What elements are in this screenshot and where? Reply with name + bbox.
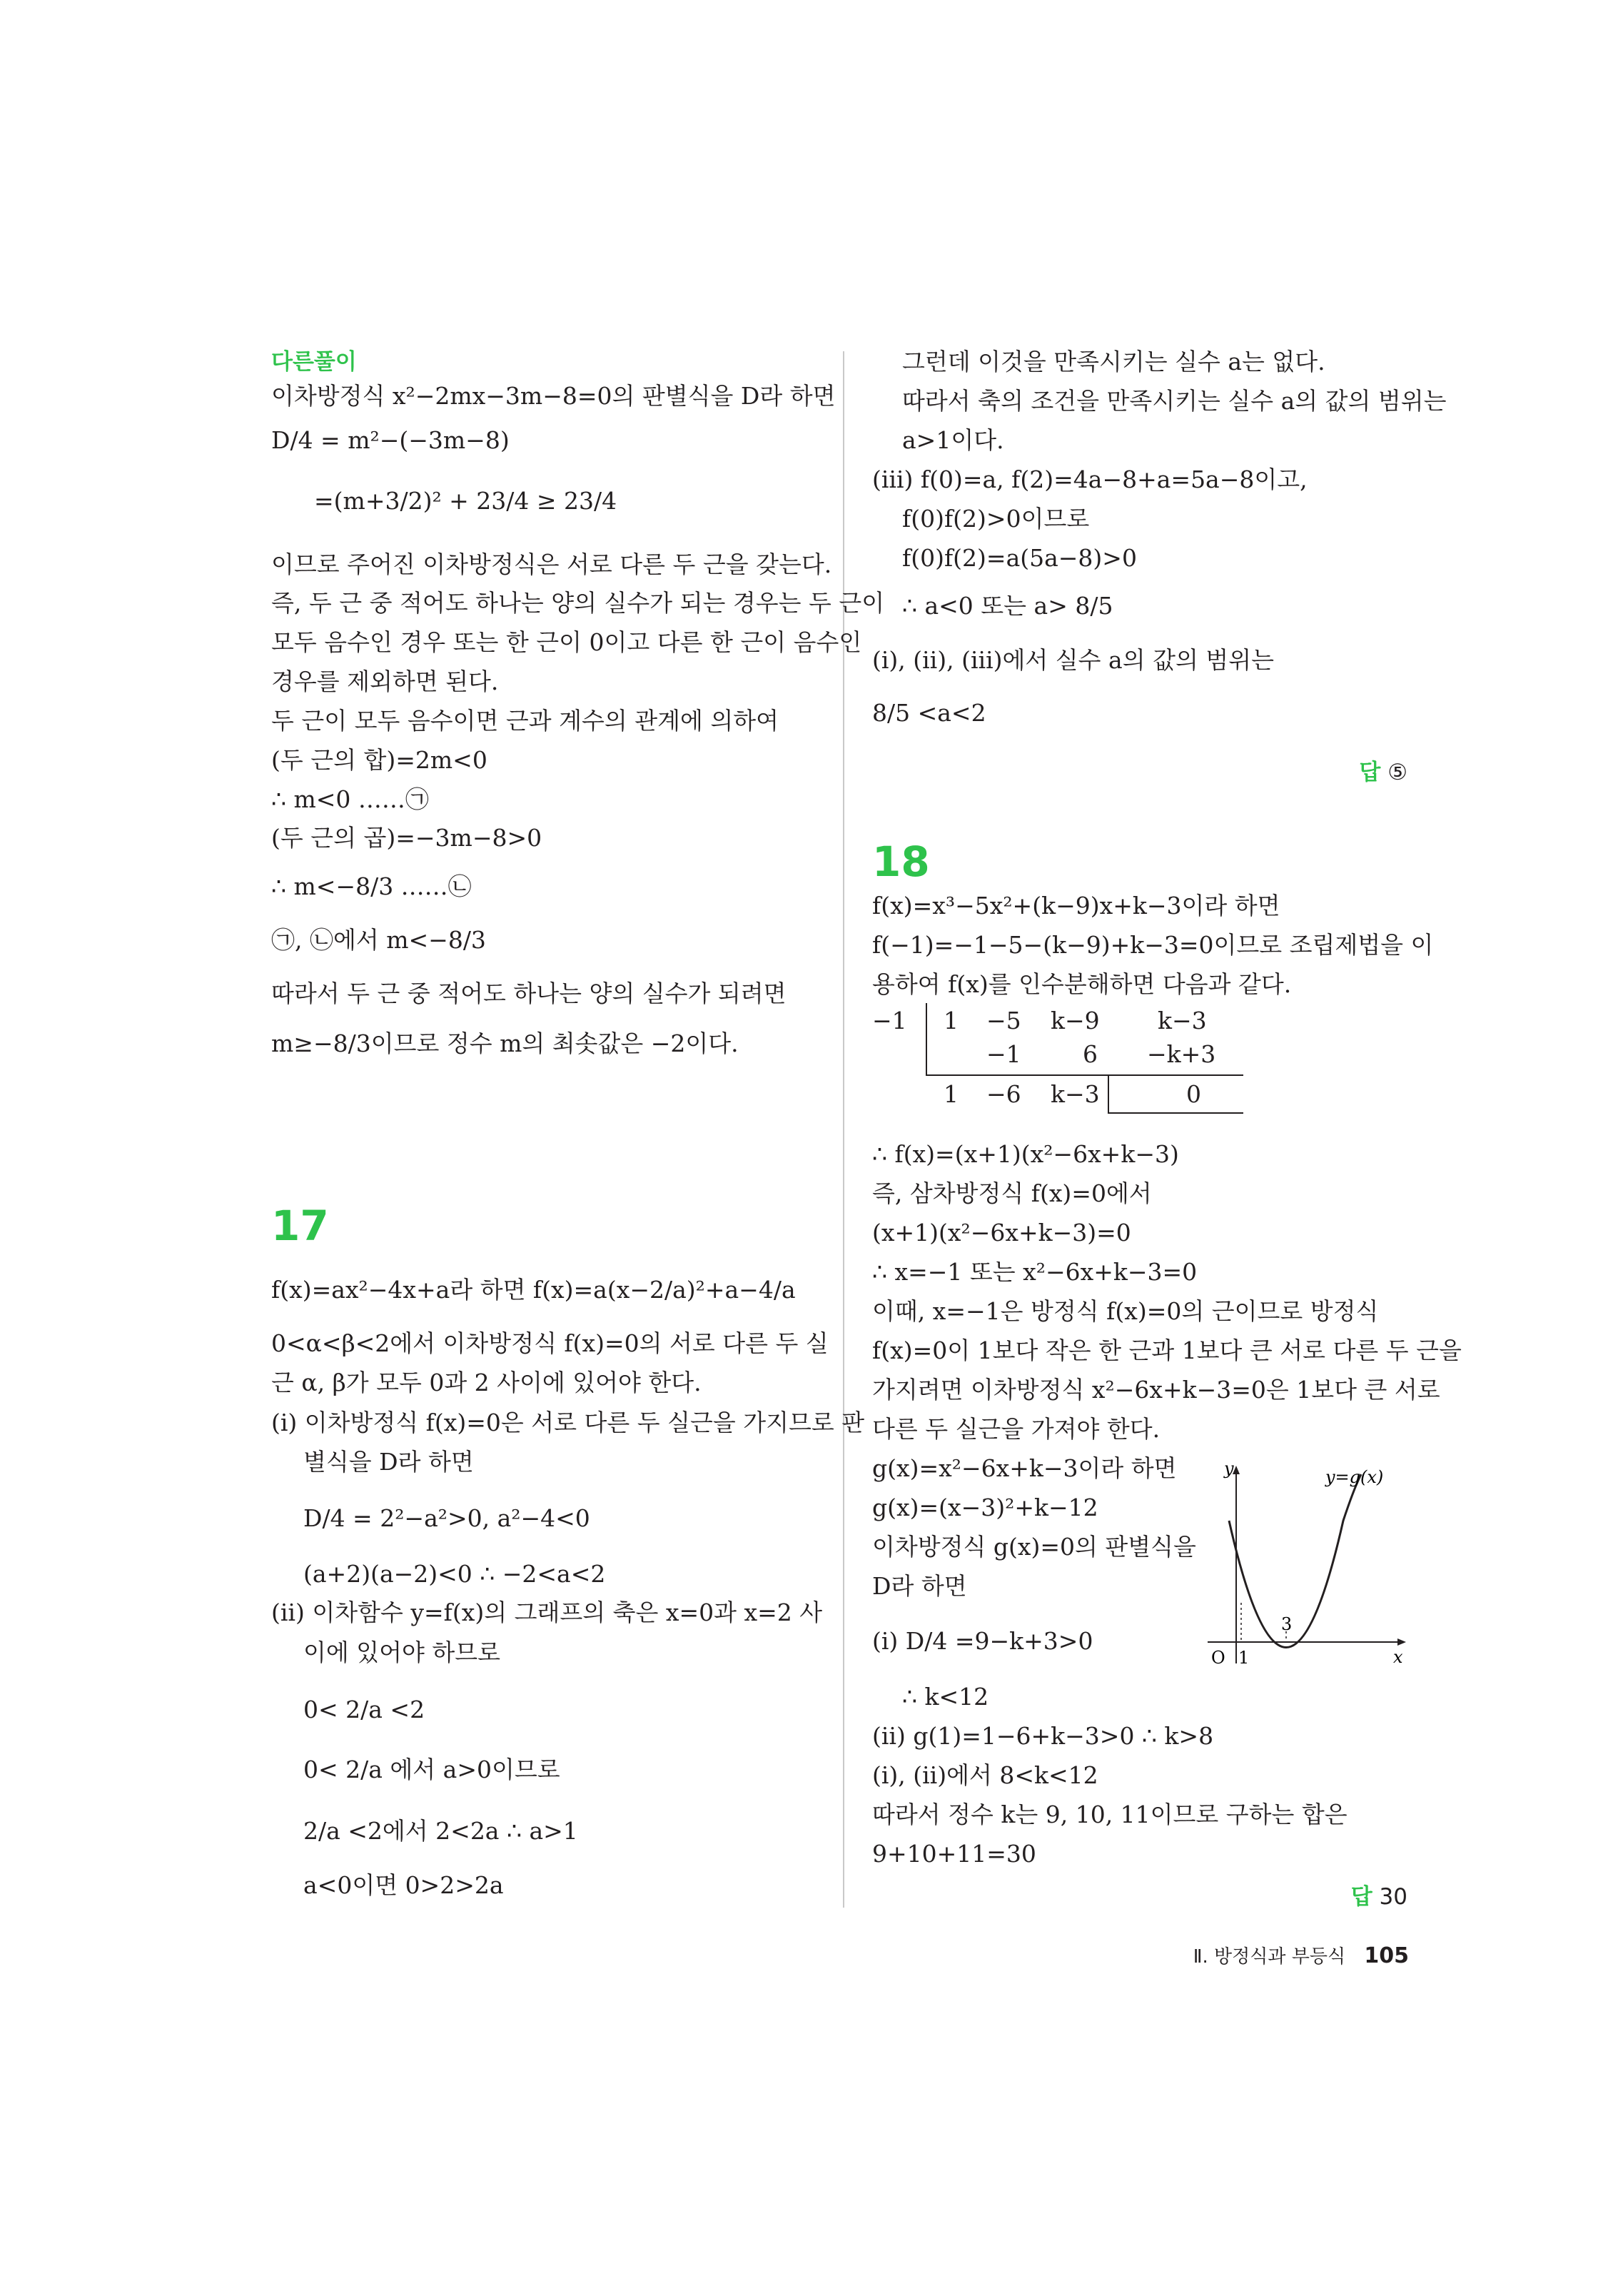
math-line: =(m+3/2)² + 23/4 ≥ 23/4 <box>314 487 617 515</box>
math-line: D/4 = 2²−a²>0, a²−4<0 <box>303 1504 590 1532</box>
text-line: 근 α, β가 모두 0과 2 사이에 있어야 한다. <box>271 1369 702 1396</box>
math-line: f(x)=ax²−4x+a라 하면 f(x)=a(x−2/a)²+a−4/a <box>271 1276 796 1304</box>
syn-r1-c3: k−9 <box>1051 1007 1100 1034</box>
text-line: (ⅱ) 이차함수 y=f(x)의 그래프의 축은 x=0과 x=2 사 <box>271 1598 823 1626</box>
problem-number-18: 18 <box>872 837 930 886</box>
text-line: 두 근이 모두 음수이면 근과 계수의 관계에 의하여 <box>271 707 779 735</box>
text-line: 이에 있어야 하므로 <box>303 1638 501 1666</box>
math-line: 2/a <2에서 2<2a ∴ a>1 <box>303 1817 578 1845</box>
answer-value: 30 <box>1379 1884 1407 1910</box>
text-line: 모두 음수인 경우 또는 한 근이 0이고 다른 한 근이 음수인 <box>271 628 862 656</box>
problem-number-17: 17 <box>271 1202 329 1250</box>
syn-divisor: −1 <box>872 1007 907 1034</box>
math-line: (x+1)(x²−6x+k−3)=0 <box>872 1219 1131 1247</box>
math-line: f(0)f(2)=a(5a−8)>0 <box>902 544 1137 572</box>
text-line: m≥−8/3이므로 정수 m의 최솟값은 −2이다. <box>271 1029 739 1057</box>
syn-r1-c2: −5 <box>986 1007 1021 1034</box>
text-line: f(x)=0이 1보다 작은 한 근과 1보다 큰 서로 다른 두 근을 <box>872 1336 1462 1364</box>
section-title: Ⅱ. 방정식과 부등식 <box>1193 1946 1346 1968</box>
text-line: 이때, x=−1은 방정식 f(x)=0의 근이므로 방정식 <box>872 1297 1379 1325</box>
math-line: 8/5 <a<2 <box>872 699 986 727</box>
answer-label: 답 <box>1359 760 1381 785</box>
text-line: 용하여 f(x)를 인수분해하면 다음과 같다. <box>872 970 1292 998</box>
alt-solution-header: 다른풀이 <box>271 349 357 375</box>
math-line: 0< 2/a 에서 a>0이므로 <box>303 1756 560 1783</box>
parabola-graph <box>1204 1460 1411 1674</box>
text-line: 별식을 D라 하면 <box>303 1448 474 1476</box>
page-footer <box>1193 1942 1409 1968</box>
math-line: ∴ k<12 <box>902 1683 989 1711</box>
math-line: f(0)f(2)>0이므로 <box>902 505 1090 533</box>
x-axis-label: x <box>1393 1647 1403 1667</box>
synthetic-division-table <box>872 1003 1243 1114</box>
text-line: 이차방정식 g(x)=0의 판별식을 <box>872 1533 1196 1561</box>
text-line: 이차방정식 x²−2mx−3m−8=0의 판별식을 D라 하면 <box>271 382 836 410</box>
syn-r2-c2: −1 <box>986 1040 1021 1068</box>
math-line: (ⅰ), (ⅱ)에서 8<k<12 <box>872 1761 1098 1789</box>
curve-label: y=g(x) <box>1325 1467 1384 1487</box>
column-divider <box>843 351 844 1908</box>
answer-17 <box>1359 757 1407 788</box>
text-line: 따라서 정수 k는 9, 10, 11이므로 구하는 합은 <box>872 1801 1348 1828</box>
parabola-curve <box>1229 1474 1361 1648</box>
math-line: ∴ f(x)=(x+1)(x²−6x+k−3) <box>872 1140 1179 1168</box>
page-number: 105 <box>1364 1943 1409 1968</box>
math-line: a<0이면 0>2>2a <box>303 1871 504 1899</box>
text-line: 0<α<β<2에서 이차방정식 f(x)=0의 서로 다른 두 실 <box>271 1329 829 1357</box>
origin-label: O <box>1211 1648 1225 1668</box>
tick-3-label: 3 <box>1281 1614 1293 1634</box>
syn-r3-c1: 1 <box>944 1080 959 1108</box>
text-line: 따라서 축의 조건을 만족시키는 실수 a의 값의 범위는 <box>902 387 1447 415</box>
math-line: ㉠, ㉡에서 m<−8/3 <box>271 926 486 954</box>
math-line: g(x)=x²−6x+k−3이라 하면 <box>872 1454 1177 1482</box>
syn-r3-c2: −6 <box>986 1080 1021 1108</box>
text-line: 즉, 두 근 중 적어도 하나는 양의 실수가 되는 경우는 두 근이 <box>271 589 885 617</box>
answer-18 <box>1351 1881 1407 1913</box>
text-line: (ⅰ) 이차방정식 f(x)=0은 서로 다른 두 실근을 가지므로 판 <box>271 1409 865 1436</box>
math-line: ∴ m<0 ……㉠ <box>271 785 429 813</box>
text-line: D라 하면 <box>872 1572 967 1600</box>
syn-r1-c1: 1 <box>944 1007 959 1034</box>
y-axis-label: y <box>1224 1460 1234 1479</box>
syn-r2-c4: −k+3 <box>1147 1040 1216 1068</box>
text-line: 이므로 주어진 이차방정식은 서로 다른 두 근을 갖는다. <box>271 550 832 578</box>
text-line: (ⅰ), (ⅱ), (ⅲ)에서 실수 a의 값의 범위는 <box>872 646 1274 674</box>
math-line: (ⅲ) f(0)=a, f(2)=4a−8+a=5a−8이고, <box>872 465 1308 493</box>
math-line: a>1이다. <box>902 426 1004 454</box>
text-line: 경우를 제외하면 된다. <box>271 668 499 695</box>
math-line: (두 근의 합)=2m<0 <box>271 746 487 774</box>
math-line: g(x)=(x−3)²+k−12 <box>872 1494 1098 1521</box>
math-line: (ⅱ) g(1)=1−6+k−3>0 ∴ k>8 <box>872 1722 1214 1750</box>
math-line: (ⅰ) D/4 =9−k+3>0 <box>872 1627 1093 1655</box>
syn-r3-c3: k−3 <box>1051 1080 1100 1108</box>
math-line: D/4 = m²−(−3m−8) <box>271 426 510 454</box>
math-line: ∴ a<0 또는 a> 8/5 <box>902 592 1113 620</box>
text-line: 가지려면 이차방정식 x²−6x+k−3=0은 1보다 큰 서로 <box>872 1376 1440 1404</box>
math-line: f(−1)=−1−5−(k−9)+k−3=0이므로 조립제법을 이 <box>872 931 1434 959</box>
answer-value: ⑤ <box>1387 760 1407 785</box>
text-line: 그런데 이것을 만족시키는 실수 a는 없다. <box>902 348 1325 376</box>
math-line: f(x)=x³−5x²+(k−9)x+k−3이라 하면 <box>872 892 1280 920</box>
answer-label: 답 <box>1350 1884 1372 1910</box>
text-line: 따라서 두 근 중 적어도 하나는 양의 실수가 되려면 <box>271 980 787 1007</box>
math-line: (두 근의 곱)=−3m−8>0 <box>271 824 542 852</box>
math-line: ∴ m<−8/3 ……㉡ <box>271 872 472 900</box>
tick-1-label: 1 <box>1238 1648 1250 1668</box>
syn-r1-c4: k−3 <box>1158 1007 1207 1034</box>
text-line: 즉, 삼차방정식 f(x)=0에서 <box>872 1179 1152 1207</box>
syn-r3-c4: 0 <box>1186 1080 1201 1108</box>
math-line: 0< 2/a <2 <box>303 1696 425 1723</box>
math-line: ∴ x=−1 또는 x²−6x+k−3=0 <box>872 1258 1198 1286</box>
text-line: 다른 두 실근을 가져야 한다. <box>872 1415 1161 1443</box>
math-line: (a+2)(a−2)<0 ∴ −2<a<2 <box>303 1560 606 1588</box>
syn-r2-c3: 6 <box>1083 1040 1098 1068</box>
math-line: 9+10+11=30 <box>872 1840 1036 1868</box>
x-axis-arrow <box>1397 1638 1406 1646</box>
